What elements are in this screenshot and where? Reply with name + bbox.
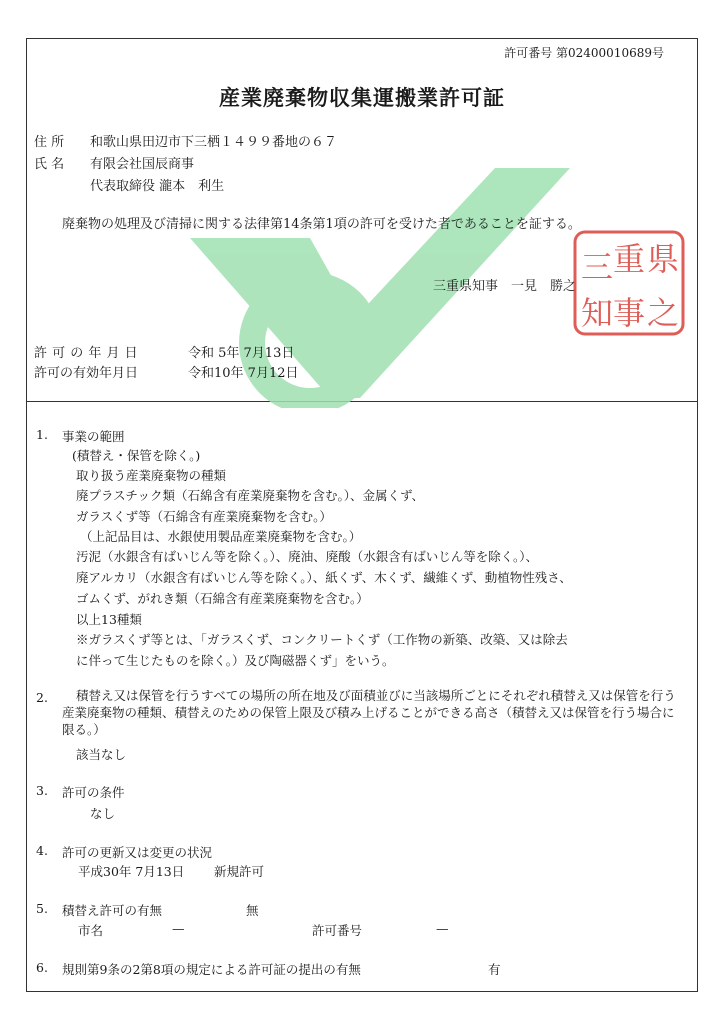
address-value: 和歌山県田辺市下三栖１４９９番地の６７ [90, 135, 338, 150]
section-1-line: に伴って生じたものを除く。）及び陶磁器くず」をいう。 [76, 653, 395, 668]
seal-char-3: 県 [647, 240, 680, 278]
section-4-date: 平成30年 7月13日 [78, 864, 185, 879]
section-3-number: 3. [36, 783, 48, 798]
seal-char-5: 事 [613, 294, 646, 332]
section-6-number: 6. [36, 960, 48, 975]
expiry-date-value: 令和10年 7月12日 [188, 366, 299, 381]
section-1-line: ガラスくず等（石綿含有産業廃棄物を含む。） [76, 509, 332, 524]
transfer-permit-no-label: 許可番号 [312, 923, 363, 938]
section-1-title: 事業の範囲 [62, 429, 125, 444]
name-label: 氏 名 [34, 157, 65, 172]
section-1-line: ゴムくず、がれき類（石綿含有産業廃棄物を含む。） [76, 591, 369, 606]
section-4-title: 許可の更新又は変更の状況 [62, 845, 213, 860]
section-2-text: 積替え又は保管を行うすべての場所の所在地及び面積並びに当該場所ごとにそれぞれ積替え又は保管を行う産業廃棄物の種類、積替えのための保管上限及び積み上げることができる高さ（積替え又は保管を行う場合に限る。） [62, 688, 676, 737]
section-5-title: 積替え許可の有無 [62, 903, 163, 918]
section-1-line: (積替え・保管を除く。) [72, 448, 201, 463]
official-seal [571, 228, 687, 338]
seal-char-1: 三 [581, 248, 614, 286]
section-1-line: （上記品目は、水銀使用製品産業廃棄物を含む。） [80, 529, 362, 544]
permit-date-value: 令和 5年 7月13日 [188, 346, 295, 361]
section-5-value: 無 [246, 903, 259, 918]
seal-char-2: 重 [613, 240, 646, 278]
section-6-value: 有 [488, 962, 501, 977]
expiry-date-label: 許可の有効年月日 [34, 366, 139, 381]
permit-number: 許可番号 第02400010689号 [504, 46, 664, 60]
transfer-permit-no-value: — [436, 921, 449, 936]
section-1-line: ※ガラスくず等とは、「ガラスくず、コンクリートくず（工作物の新築、改築、又は除去 [76, 632, 568, 647]
section-3-title: 許可の条件 [62, 785, 125, 800]
company-name: 有限会社国辰商事 [90, 157, 195, 172]
permit-date-label: 許 可 の 年 月 日 [34, 346, 139, 361]
section-1-line: 廃プラスチック類（石綿含有産業廃棄物を含む。）、金属くず、 [76, 488, 425, 503]
address-label: 住 所 [34, 135, 65, 150]
seal-char-4: 知 [581, 294, 614, 332]
section-2-value: 該当なし [76, 747, 127, 762]
section-1-line: 取り扱う産業廃棄物の種類 [76, 468, 227, 483]
section-4-value: 新規許可 [214, 864, 265, 879]
section-6-title: 規則第9条の2第8項の規定による許可証の提出の有無 [62, 962, 361, 977]
section-1-line: 以上13種類 [76, 612, 142, 627]
city-label: 市名 [78, 923, 104, 938]
section-1-line: 廃アルカリ（水銀含有ばいじん等を除く。）、紙くず、木くず、繊維くず、動植物性残さ、 [76, 570, 572, 585]
certification-statement: 廃棄物の処理及び清掃に関する法律第14条第1項の許可を受けた者であることを証する。 [62, 217, 581, 232]
city-value: — [172, 921, 185, 936]
issuer-governor: 三重県知事 一見 勝之 [433, 279, 577, 294]
representative-name: 代表取締役 瀧本 利生 [90, 179, 225, 194]
document-title: 産業廃棄物収集運搬業許可証 [219, 85, 505, 110]
section-4-number: 4. [36, 843, 48, 858]
section-5-number: 5. [36, 901, 48, 916]
section-2-number: 2. [36, 690, 48, 705]
section-3-value: なし [90, 806, 116, 821]
seal-char-6: 之 [647, 294, 680, 332]
section-1-number: 1. [36, 427, 48, 442]
section-1-line: 汚泥（水銀含有ばいじん等を除く。）、廃油、廃酸（水銀含有ばいじん等を除く。）、 [76, 549, 539, 564]
